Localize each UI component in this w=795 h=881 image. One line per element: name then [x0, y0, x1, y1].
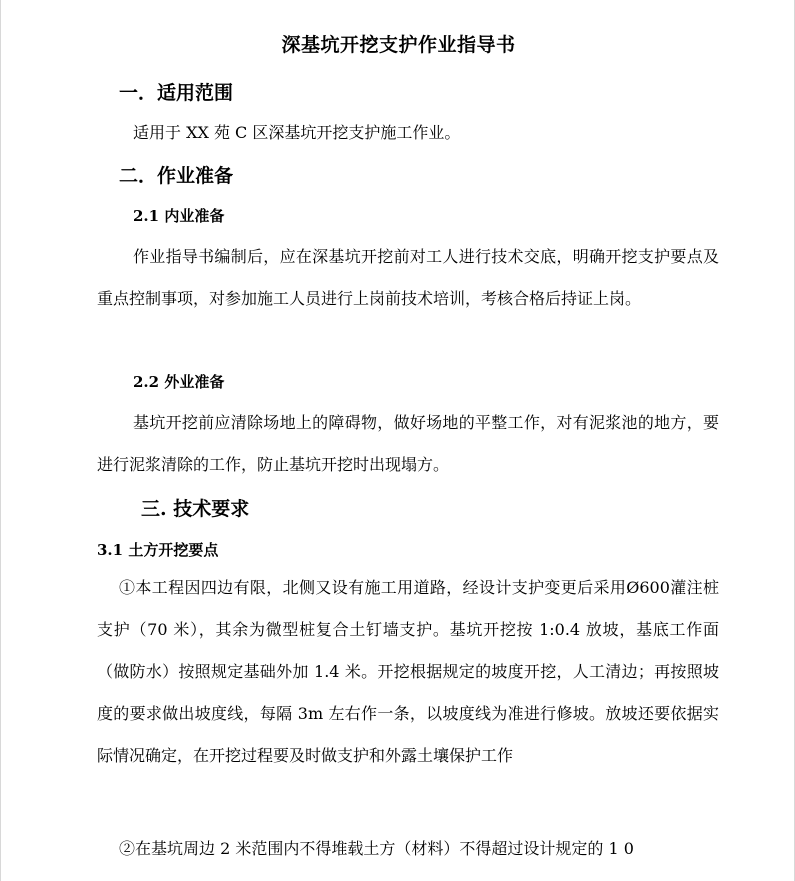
document-title: 深基坑开挖支护作业指导书 — [281, 34, 516, 56]
section-heading-technical-requirements: 三. 技术要求 — [141, 498, 250, 520]
subsection-heading-excavation-points: 3.1 土方开挖要点 — [97, 541, 219, 559]
scope-text: 适用于 XX 苑 C 区深基坑开挖支护施工作业。 — [133, 123, 461, 142]
section-heading-preparation: 二．作业准备 — [119, 165, 234, 187]
subsection-heading-internal-prep: 2.1 内业准备 — [133, 207, 225, 225]
subsection-heading-field-prep: 2.2 外业准备 — [133, 373, 225, 391]
internal-prep-text: 作业指导书编制后，应在深基坑开挖前对工人进行技术交底，明确开挖支护要点及重点控制事项，对参加施工人员进行上岗前技术培训，考核合格后持证上岗。 — [97, 247, 719, 308]
excavation-paragraph-1: ①本工程因四边有限，北侧又设有施工用道路，经设计支护变更后采用Ø600灌注桩支护（70 米），其余为微型桩复合土钉墙支护。基坑开挖按 1:0.4 放坡，基底工作面（做防水）按照规定基础外加 1.4 米。开挖根据规定的坡度开挖，人工清边；再按照坡度的要求做出坡度线，每隔 3m 左右作一条，以坡度线为准进行修坡。放坡还要依据实际情况确定，在开挖过程要及时做支护和外露土壤保护工作 — [97, 578, 719, 765]
section-heading-scope: 一．适用范围 — [119, 82, 234, 104]
field-prep-text: 基坑开挖前应清除场地上的障碍物，做好场地的平整工作，对有泥浆池的地方，要进行泥浆清除的工作，防止基坑开挖时出现塌方。 — [97, 413, 719, 474]
excavation-paragraph-2: ②在基坑周边 2 米范围内不得堆载土方（材料）不得超过设计规定的 1 0 — [119, 839, 634, 858]
